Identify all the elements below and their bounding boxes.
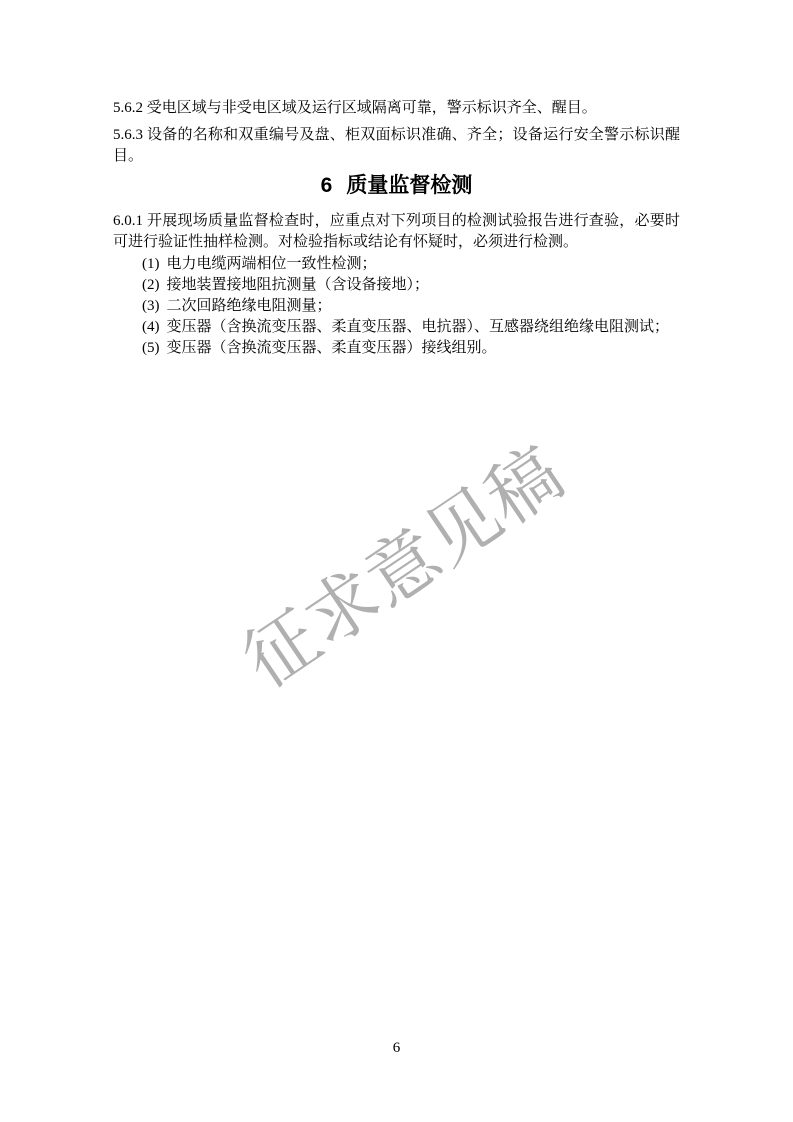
item-marker: (2) [142,277,160,293]
section-heading [113,172,680,200]
list-item [142,275,680,296]
item-text: 二次回路绝缘电阻测量； [166,298,332,314]
clause-5-6-2: 5.6.2 受电区域与非受电区域及运行区域隔离可靠，警示标识齐全、醒目。 [113,100,597,116]
item-text: 接地装置接地阻抗测量（含设备接地）； [166,277,430,293]
section-title: 质量监督检测 [346,174,473,197]
list-item [142,254,680,275]
page-footer [0,1038,793,1059]
clause-5-6-3: 5.6.3 设备的名称和双重编号及盘、柜双面标识准确、齐全；设备运行安全警示标识醒目。 [113,127,680,164]
item-text: 变压器（含换流变压器、柔直变压器）接线组别。 [166,340,497,356]
item-marker: (5) [142,340,160,356]
item-text: 变压器（含换流变压器、柔直变压器、电抗器）、互感器绕组绝缘电阻测试； [166,319,670,335]
item-marker: (3) [142,298,160,314]
page-number: 6 [392,1040,401,1056]
section-number: 6 [320,174,333,197]
list-item [142,296,680,317]
item-marker: (1) [142,256,160,272]
item-marker: (4) [142,319,160,335]
inspection-item-list [142,254,680,359]
item-text: 电力电缆两端相位一致性检测； [166,256,377,272]
list-item [142,317,680,338]
clause-6-0-1: 6.0.1 开展现场质量监督检查时，应重点对下列项目的检测试验报告进行查验，必要时可进行验证性抽样检测。对检验指标或结论有怀疑时，必须进行检测。 [113,213,680,250]
list-item [142,338,680,359]
draft-watermark: 征求意见稿 [230,432,578,704]
